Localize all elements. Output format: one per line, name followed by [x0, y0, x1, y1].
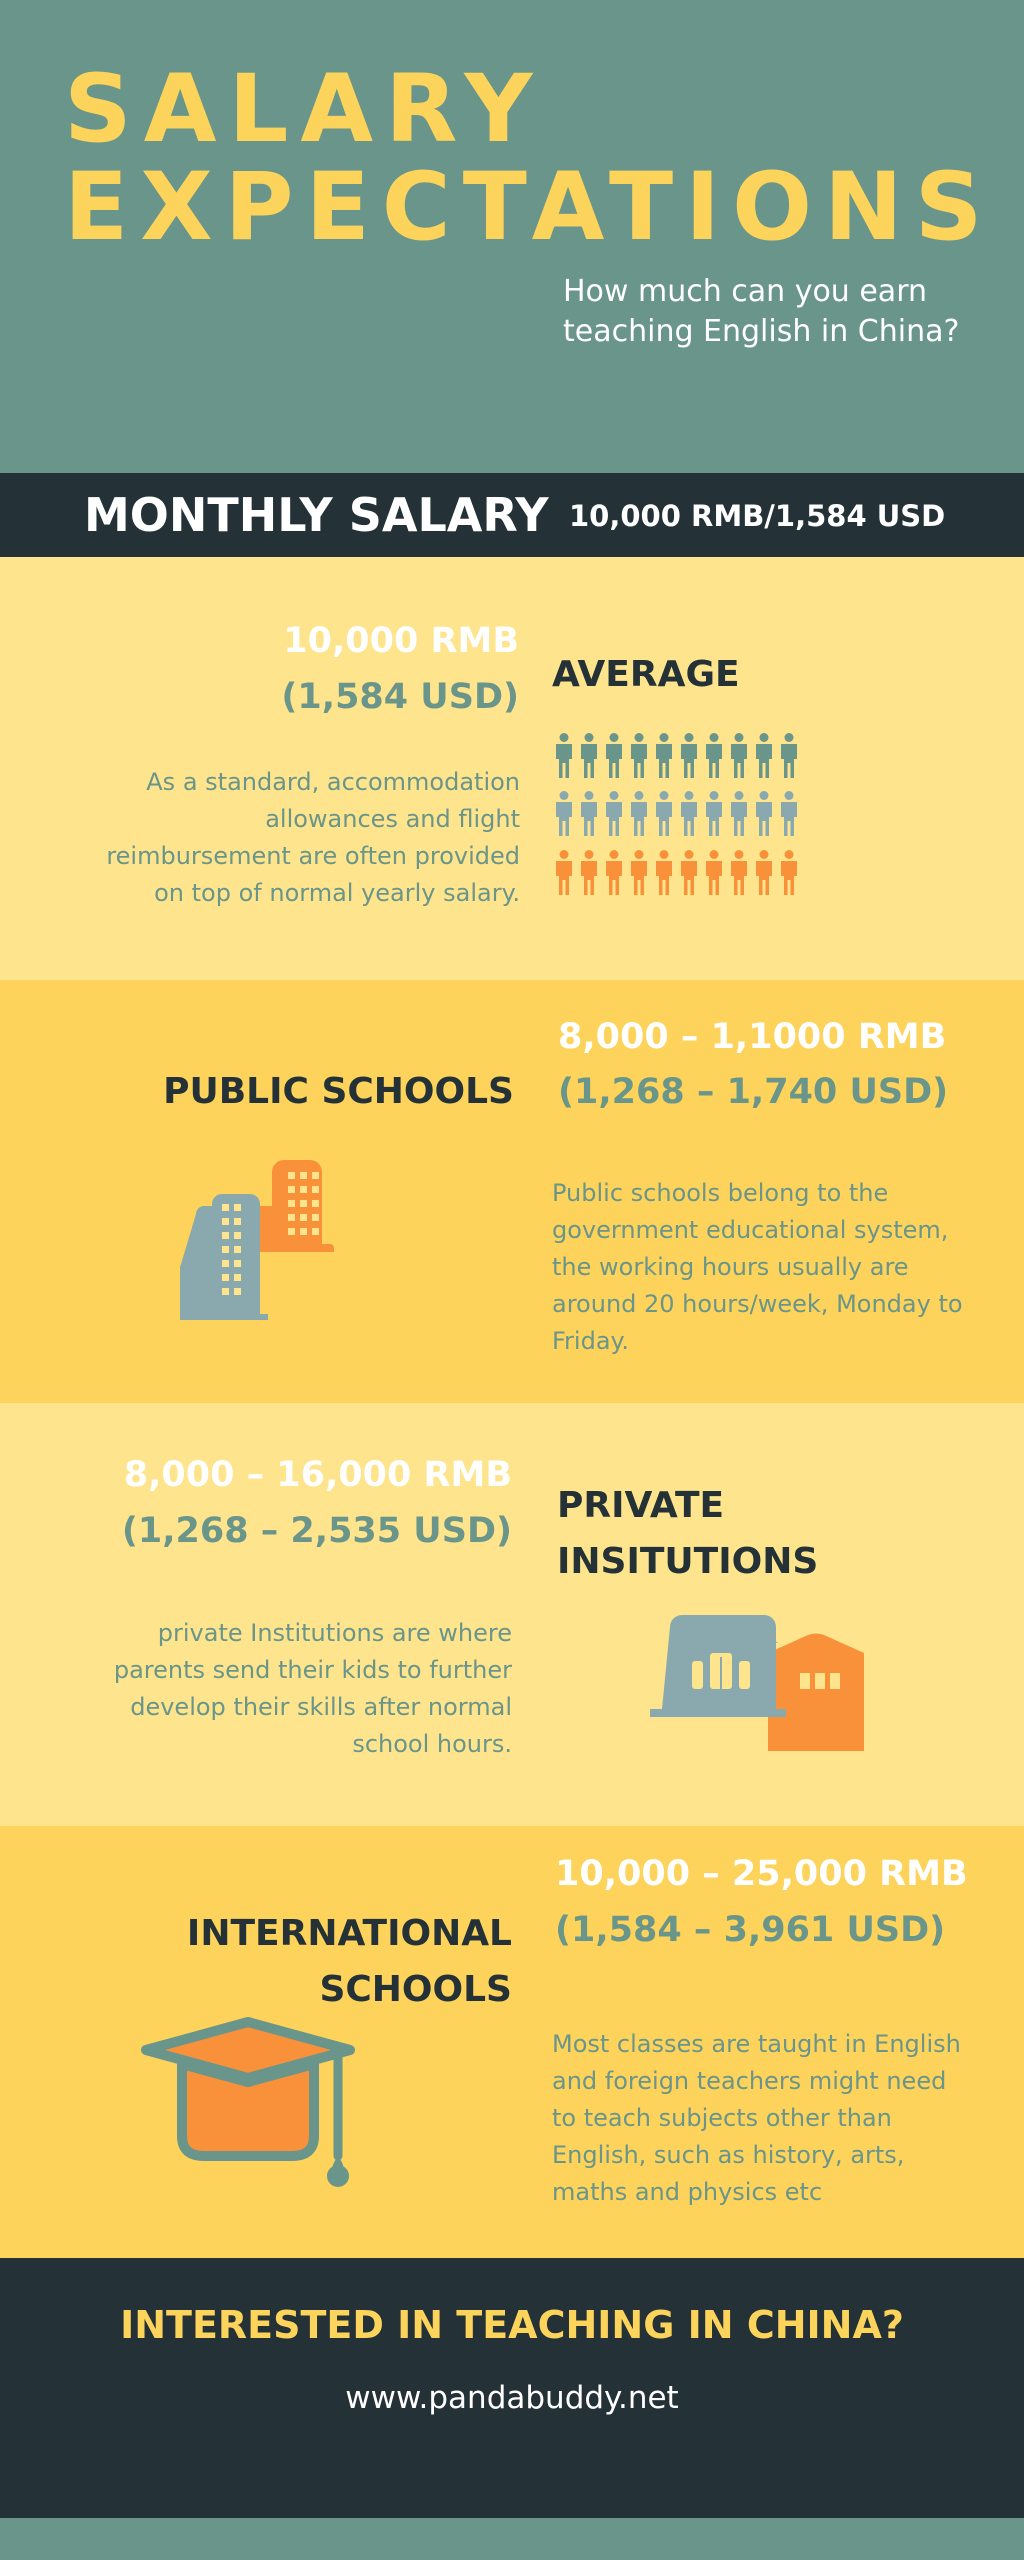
- average-category: AVERAGE: [552, 654, 740, 695]
- page-title-line-1: SALARY: [64, 55, 545, 164]
- international-usd: (1,584 – 3,961 USD): [555, 1910, 946, 1950]
- people-icon: [552, 733, 804, 903]
- international-category-line-1: INTERNATIONAL: [186, 1913, 512, 1954]
- international-description: Most classes are taught in English and foreign teachers might need to teach subjects other than English, such as history, arts, maths and physics etc: [552, 2030, 961, 2206]
- subtitle-line-2: teaching English in China?: [563, 314, 960, 349]
- private-rmb: 8,000 – 16,000 RMB: [123, 1455, 512, 1495]
- subtitle: [563, 272, 983, 352]
- website-link[interactable]: www.pandabuddy.net: [345, 2380, 679, 2416]
- footer-question: INTERESTED IN TEACHING IN CHINA?: [120, 2303, 904, 2347]
- header: [0, 0, 1024, 473]
- public-description: Public schools belong to the government educational system, the working hours usually are around 20 hours/week, Monday to Friday.: [552, 1179, 963, 1355]
- private-category-line-2: INSITUTIONS: [557, 1541, 819, 1582]
- private-usd: (1,268 – 2,535 USD): [121, 1511, 512, 1551]
- graduation-cap-icon: [138, 2016, 358, 2194]
- monthly-salary-value: 10,000 RMB/1,584 USD: [569, 499, 946, 533]
- monthly-salary-band: [0, 473, 1024, 557]
- average-rmb: 10,000 RMB: [283, 621, 519, 661]
- bottom-strip: [0, 2518, 1024, 2560]
- public-usd: (1,268 – 1,740 USD): [558, 1072, 949, 1112]
- average-section: [0, 557, 1024, 980]
- monthly-salary-label: MONTHLY SALARY: [84, 488, 549, 542]
- public-rmb: 8,000 – 1,1000 RMB: [558, 1017, 947, 1057]
- international-rmb: 10,000 – 25,000 RMB: [555, 1854, 968, 1894]
- footer: [0, 2258, 1024, 2518]
- international-category-line-2: SCHOOLS: [319, 1969, 512, 2010]
- international-schools-section: [0, 1826, 1024, 2258]
- average-description: As a standard, accommodation allowances and flight reimbursement are often provided on top of normal yearly salary.: [106, 768, 520, 907]
- page-title-line-2: EXPECTATIONS: [64, 153, 995, 262]
- average-usd: (1,584 USD): [281, 677, 519, 717]
- subtitle-line-1: How much can you earn: [563, 274, 928, 309]
- buildings-icon: [180, 1158, 390, 1324]
- private-description: private Institutions are where parents send their kids to further develop their skills after normal school hours.: [113, 1619, 512, 1758]
- private-institutions-section: [0, 1403, 1024, 1826]
- public-schools-section: [0, 980, 1024, 1403]
- private-category-line-1: PRIVATE: [557, 1485, 725, 1526]
- houses-icon: [648, 1613, 890, 1753]
- public-category: PUBLIC SCHOOLS: [163, 1071, 514, 1112]
